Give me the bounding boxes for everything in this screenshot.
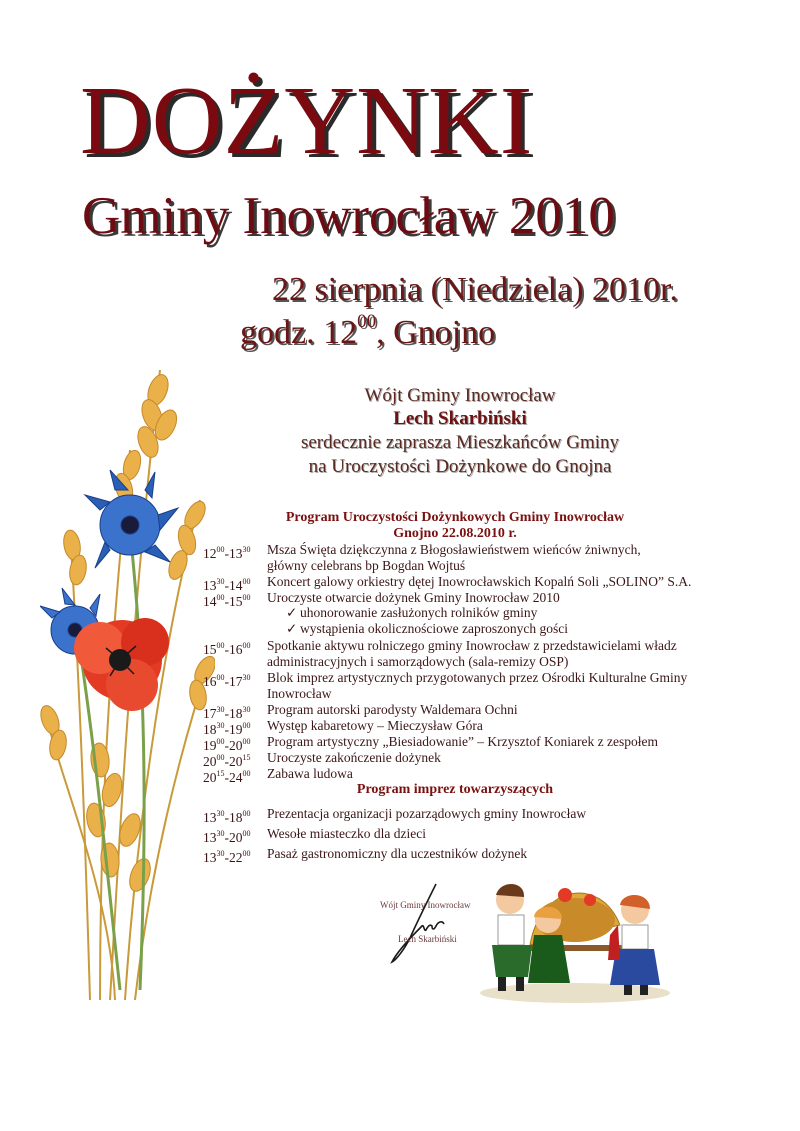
- schedule-time: $12^{00}-13^{30}$: [203, 545, 251, 561]
- program-subtitle: Gnojno 22.08.2010 r.: [393, 526, 517, 541]
- description-line: Wesołe miasteczko dla dzieci: [267, 826, 426, 841]
- schedule-description: [267, 590, 737, 606]
- time-hour: 19: [229, 722, 243, 737]
- schedule-description: [267, 702, 737, 718]
- signature-role: Wójt Gminy Inowrocław: [380, 900, 471, 910]
- invitation-line-4: na Uroczystości Dożynkowe do Gnojna: [308, 456, 612, 477]
- time-minutes: 30: [242, 673, 251, 682]
- time-hour: 13: [203, 810, 217, 825]
- event-date: 22 sierpnia (Niedziela) 2010r.: [272, 271, 678, 308]
- description-line: Uroczyste otwarcie dożynek Gminy Inowrocław 2010: [267, 590, 560, 605]
- time-hour: 17: [203, 706, 217, 721]
- time-minutes: 00: [216, 673, 225, 682]
- subitem-text: wystąpienia okolicznościowe zaproszonych gości: [300, 621, 569, 636]
- invitation-line-1: Wójt Gminy Inowrocław: [364, 385, 556, 406]
- time-hour: 22: [229, 850, 243, 865]
- time-hour: 16: [229, 642, 243, 657]
- schedule-description: [267, 766, 737, 782]
- schedule-description: [267, 826, 737, 842]
- time-hour: 18: [203, 722, 217, 737]
- child-left: [492, 884, 532, 991]
- schedule-time: $18^{30}-19^{00}$: [203, 721, 251, 737]
- program-subitem: [286, 605, 537, 621]
- time-hour: 20: [229, 830, 243, 845]
- time-minutes: 00: [216, 545, 225, 554]
- schedule-description: [267, 718, 737, 734]
- schedule-description: [267, 670, 737, 702]
- checkmark-icon: ✓: [286, 621, 298, 636]
- time-hour: 20: [203, 770, 217, 785]
- schedule-description: [267, 638, 737, 670]
- time-minutes: 00: [242, 721, 251, 730]
- side-program-title: Program imprez towarzyszących: [356, 782, 554, 797]
- time-minutes: 30: [242, 545, 251, 554]
- description-line: Koncert galowy orkiestry dętej Inowrocławskich Kopalń Soli „SOLINO” S.A.: [267, 574, 692, 589]
- poppy-flower: [74, 618, 169, 711]
- time-suffix: , Gnojno: [376, 314, 496, 351]
- description-line: główny celebrans bp Bogdan Wojtuś: [267, 558, 466, 573]
- description-line: administracyjnych i samorządowych (sala-remizy OSP): [267, 654, 569, 669]
- description-line: Inowrocław: [267, 686, 332, 701]
- time-minutes: 30: [216, 809, 225, 818]
- children-harvest-wreath-illustration: [470, 865, 680, 1005]
- schedule-time: $20^{15}-24^{00}$: [203, 769, 251, 785]
- subitem-text: uhonorowanie zasłużonych rolników gminy: [300, 605, 538, 620]
- time-hour: 14: [203, 594, 217, 609]
- time-minutes: 30: [216, 705, 225, 714]
- time-hour: 18: [229, 706, 243, 721]
- time-hour: 20: [203, 754, 217, 769]
- page-subtitle: Gminy Inowrocław 2010: [82, 187, 615, 245]
- time-hour: 15: [229, 594, 243, 609]
- description-line: Prezentacja organizacji pozarządowych gminy Inowrocław: [267, 806, 587, 821]
- time-minutes: 30: [216, 721, 225, 730]
- schedule-time: $13^{30}-22^{00}$: [203, 849, 251, 865]
- description-line: Występ kabaretowy – Mieczysław Góra: [267, 718, 483, 733]
- description-line: Zabawa ludowa: [267, 766, 353, 781]
- time-minutes: 00: [242, 641, 251, 650]
- description-line: Pasaż gastronomiczny dla uczestników dożynek: [267, 846, 528, 861]
- time-hour: 18: [229, 810, 243, 825]
- time-hour: 13: [203, 830, 217, 845]
- invitation-host-name: Lech Skarbiński: [393, 408, 527, 429]
- time-hour: 24: [229, 770, 243, 785]
- time-hour: 17: [229, 674, 243, 689]
- time-minutes: 00: [216, 753, 225, 762]
- time-hour: 13: [203, 850, 217, 865]
- description-line: Blok imprez artystycznych przygotowanych przez Ośrodki Kulturalne Gminy: [267, 670, 688, 685]
- time-minutes: 00: [242, 593, 251, 602]
- child-right: [608, 895, 660, 995]
- schedule-time: $17^{30}-18^{30}$: [203, 705, 251, 721]
- handwritten-signature: [388, 880, 458, 965]
- time-minutes: 00: [242, 829, 251, 838]
- time-hour: 13: [229, 546, 243, 561]
- time-minutes: 30: [216, 577, 225, 586]
- schedule-time: $14^{00}-15^{00}$: [203, 593, 251, 609]
- schedule-description: [267, 542, 737, 574]
- time-minutes: 00: [216, 641, 225, 650]
- schedule-description: [267, 846, 737, 862]
- time-minutes: 30: [216, 829, 225, 838]
- time-hour: 15: [203, 642, 217, 657]
- description-line: Spotkanie aktywu rolniczego gminy Inowrocław z przedstawicielami władz: [267, 638, 677, 653]
- program-subitem: [286, 621, 568, 637]
- time-minutes: 00: [242, 577, 251, 586]
- time-hour: 16: [203, 674, 217, 689]
- signature-name: Lech Skarbiński: [398, 934, 457, 944]
- schedule-time: $13^{30}-14^{00}$: [203, 577, 251, 593]
- time-hour: 13: [203, 578, 217, 593]
- description-line: Msza Święta dziękczynna z Błogosławieństwem wieńców żniwnych,: [267, 542, 641, 557]
- schedule-time: $19^{00}-20^{00}$: [203, 737, 251, 753]
- time-prefix: godz. 12: [240, 314, 358, 351]
- schedule-time: $13^{30}-18^{00}$: [203, 809, 251, 825]
- time-minutes: 00: [242, 737, 251, 746]
- time-hour: 20: [229, 738, 243, 753]
- schedule-description: [267, 806, 737, 822]
- time-minutes: 00: [242, 809, 251, 818]
- time-hour: 14: [229, 578, 243, 593]
- description-line: Program autorski parodysty Waldemara Ochni: [267, 702, 518, 717]
- description-line: Uroczyste zakończenie dożynek: [267, 750, 441, 765]
- time-minutes: 00: [357, 310, 377, 332]
- schedule-time: $16^{00}-17^{30}$: [203, 673, 251, 689]
- time-minutes: 15: [242, 753, 251, 762]
- time-minutes: 00: [242, 849, 251, 858]
- checkmark-icon: ✓: [286, 605, 298, 620]
- schedule-description: [267, 734, 737, 750]
- invitation-line-3: serdecznie zaprasza Mieszkańców Gminy: [300, 432, 620, 453]
- time-minutes: 00: [242, 769, 251, 778]
- time-minutes: 00: [216, 593, 225, 602]
- schedule-time: $20^{00}-20^{15}$: [203, 753, 251, 769]
- schedule-time: $13^{30}-20^{00}$: [203, 829, 251, 845]
- time-hour: 20: [229, 754, 243, 769]
- program-title: Program Uroczystości Dożynkowych Gminy Inowrocław: [285, 510, 625, 525]
- description-line: Program artystyczny „Biesiadowanie” – Krzysztof Koniarek z zespołem: [267, 734, 658, 749]
- time-minutes: 15: [216, 769, 225, 778]
- event-time-place: [240, 310, 496, 352]
- time-minutes: 00: [216, 737, 225, 746]
- schedule-description: [267, 750, 737, 766]
- time-hour: 12: [203, 546, 217, 561]
- time-minutes: 30: [216, 849, 225, 858]
- schedule-time: $15^{00}-16^{00}$: [203, 641, 251, 657]
- schedule-description: [267, 574, 737, 590]
- page-title: DOŻYNKI: [80, 67, 534, 175]
- time-hour: 19: [203, 738, 217, 753]
- time-minutes: 30: [242, 705, 251, 714]
- harvest-flowers-illustration: [40, 330, 215, 1010]
